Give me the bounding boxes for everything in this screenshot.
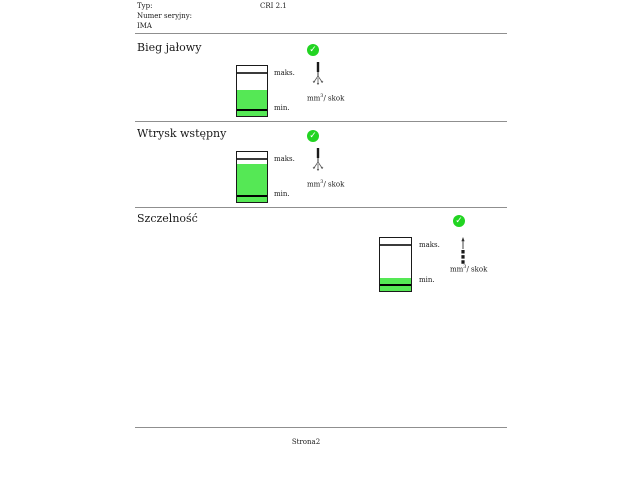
- unit-suffix: / skok: [323, 180, 345, 189]
- injector-spray-icon: [310, 61, 326, 97]
- footer-divider: [135, 427, 507, 428]
- unit-label: [450, 264, 487, 273]
- unit-prefix: mm: [307, 180, 321, 189]
- section-divider-2: [135, 207, 507, 208]
- leak-quantity-gauge: [379, 237, 412, 292]
- unit-prefix: mm: [450, 265, 464, 274]
- min-label: min.: [274, 190, 290, 198]
- fuel-quantity-gauge: [236, 65, 268, 117]
- maks-label: maks.: [419, 241, 440, 249]
- serial-number-label: Numer seryjny:: [137, 12, 193, 20]
- gauge-max-line: [237, 158, 267, 160]
- gauge-min-line: [380, 284, 411, 286]
- gauge-max-line: [380, 244, 411, 246]
- page-number: Strona2: [291, 438, 321, 446]
- gauge-min-line: [237, 195, 267, 197]
- section-title: Szczelność: [137, 212, 198, 225]
- type-label: Typ:: [137, 2, 153, 10]
- unit-sup: 3: [320, 93, 324, 99]
- type-value: CRI 2.1: [260, 2, 287, 10]
- section-wtrysk-wstepny: [0, 126, 640, 207]
- gauge-fill: [237, 90, 267, 117]
- pass-check-icon: ✓: [453, 215, 465, 227]
- maks-label: maks.: [274, 69, 295, 77]
- section-szczelnosc: [0, 211, 640, 301]
- gauge-max-line: [237, 72, 267, 74]
- unit-sup: 3: [320, 179, 324, 185]
- min-label: min.: [419, 276, 435, 284]
- min-label: min.: [274, 104, 290, 112]
- unit-suffix: / skok: [466, 265, 488, 274]
- unit-sup: 3: [463, 264, 467, 270]
- section-title: Bieg jałowy: [137, 41, 202, 54]
- section-bieg-jalowy: [0, 40, 640, 121]
- maks-label: maks.: [274, 155, 295, 163]
- ima-label: IMA: [137, 22, 152, 30]
- section-title: Wtrysk wstępny: [137, 127, 227, 140]
- injector-spray-icon: [310, 147, 326, 183]
- section-divider-1: [135, 121, 507, 122]
- header-divider: [135, 33, 507, 34]
- pass-check-icon: ✓: [307, 44, 319, 56]
- unit-label: [307, 179, 344, 188]
- pass-check-icon: ✓: [307, 130, 319, 142]
- unit-prefix: mm: [307, 94, 321, 103]
- unit-suffix: / skok: [323, 94, 345, 103]
- fuel-quantity-gauge: [236, 151, 268, 203]
- gauge-min-line: [237, 109, 267, 111]
- unit-label: [307, 93, 344, 102]
